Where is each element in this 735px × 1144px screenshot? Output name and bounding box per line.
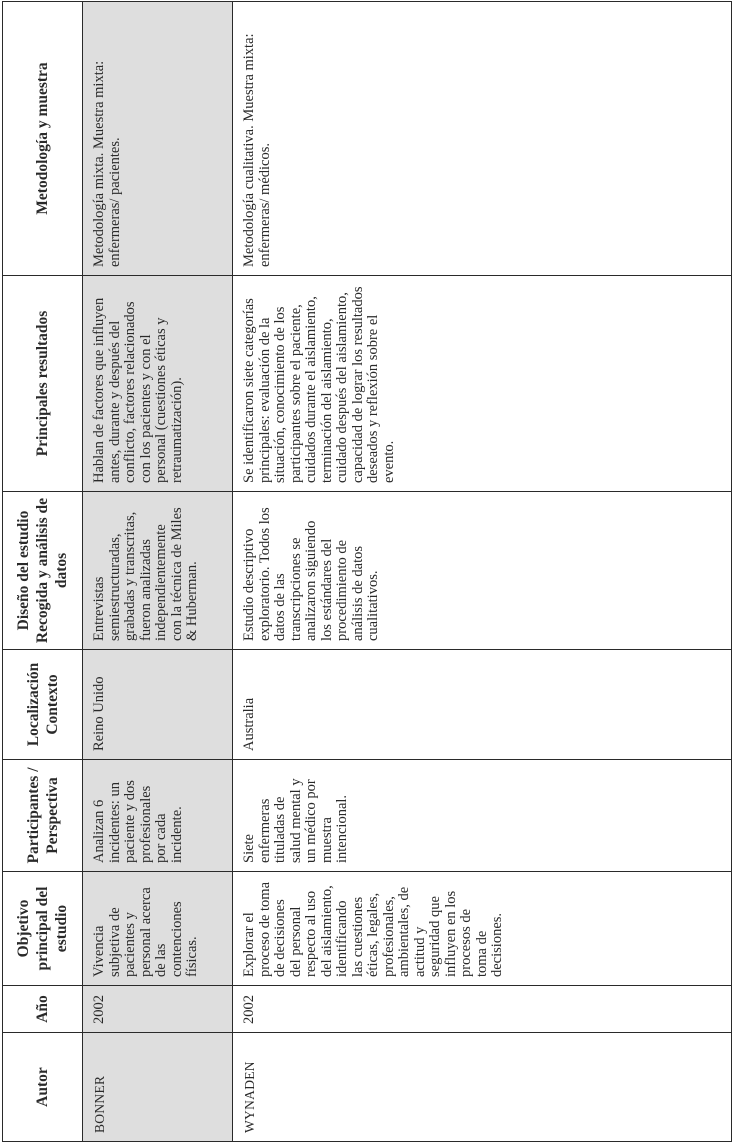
cell-autor: BONNER <box>83 1033 233 1142</box>
header-participantes: Participantes / Perspectiva <box>3 760 83 872</box>
cell-ano: 2002 <box>83 986 233 1033</box>
cell-metodologia: Metodología mixta. Muestra mixta: enfermeras/ pacientes. <box>83 2 233 276</box>
table-row <box>233 2 732 1142</box>
cell-participantes: Analizan 6 incidentes: un paciente y dos profesionales por cada incidente. <box>83 760 233 872</box>
cell-localizacion: Reino Unido <box>83 650 233 760</box>
cell-resultados: Hablan de factores que influyen antes, durante y después del conflicto, factores relacionados con los pacientes y con el personal (cuestiones éticas y retraumatización). <box>83 276 233 492</box>
header-autor: Autor <box>3 1033 83 1142</box>
header-objetivo: Objetivo principal del estudio <box>3 872 83 986</box>
cell-objetivo: Explorar el proceso de toma de decisiones del personal respecto al uso del aislamiento, identificando las cuestiones éticas, legales, profesionales, ambientales, de actitud y seguridad que influyen en los procesos de toma de decisiones. <box>233 872 732 986</box>
cell-ano: 2002 <box>233 986 732 1033</box>
table-row <box>83 2 233 1142</box>
cell-objetivo: Vivencia subjetiva de pacientes y personal acerca de las contenciones físicas. <box>83 872 233 986</box>
header-metodologia: Metodología y muestra <box>3 2 83 276</box>
header-resultados: Principales resultados <box>3 276 83 492</box>
cell-resultados: Se identificaron siete categorías principales: evaluación de la situación, conocimiento de los participantes sobre el paciente, cuidados durante el aislamiento, terminación del aislamiento, cuidado después del aislamiento, capacidad de lograr los resultados deseados y reflexión sobre el evento. <box>233 276 732 492</box>
cell-localizacion: Australia <box>233 650 732 760</box>
studies-table <box>2 1 732 1142</box>
cell-autor: WYNADEN <box>233 1033 732 1142</box>
header-ano: Año <box>3 986 83 1033</box>
cell-diseno: Estudio descriptivo exploratorio. Todos los datos de las transcripciones se analizaron siguiendo los estándares del procedimiento de análisis de datos cualitativos. <box>233 492 732 650</box>
cell-diseno: Entrevistas semiestructuradas, grabadas y transcritas, fueron analizadas independientemente con la técnica de Miles & Huberman. <box>83 492 233 650</box>
cell-participantes: Siete enfermeras tituladas de salud mental y un médico por muestra intencional. <box>233 760 732 872</box>
header-localizacion: Localización Contexto <box>3 650 83 760</box>
cell-metodologia: Metodología cualitativa. Muestra mixta: enfermeras/ médicos. <box>233 2 732 276</box>
header-diseno: Diseño del estudio Recogida y análisis de datos <box>3 492 83 650</box>
header-row <box>3 2 83 1142</box>
